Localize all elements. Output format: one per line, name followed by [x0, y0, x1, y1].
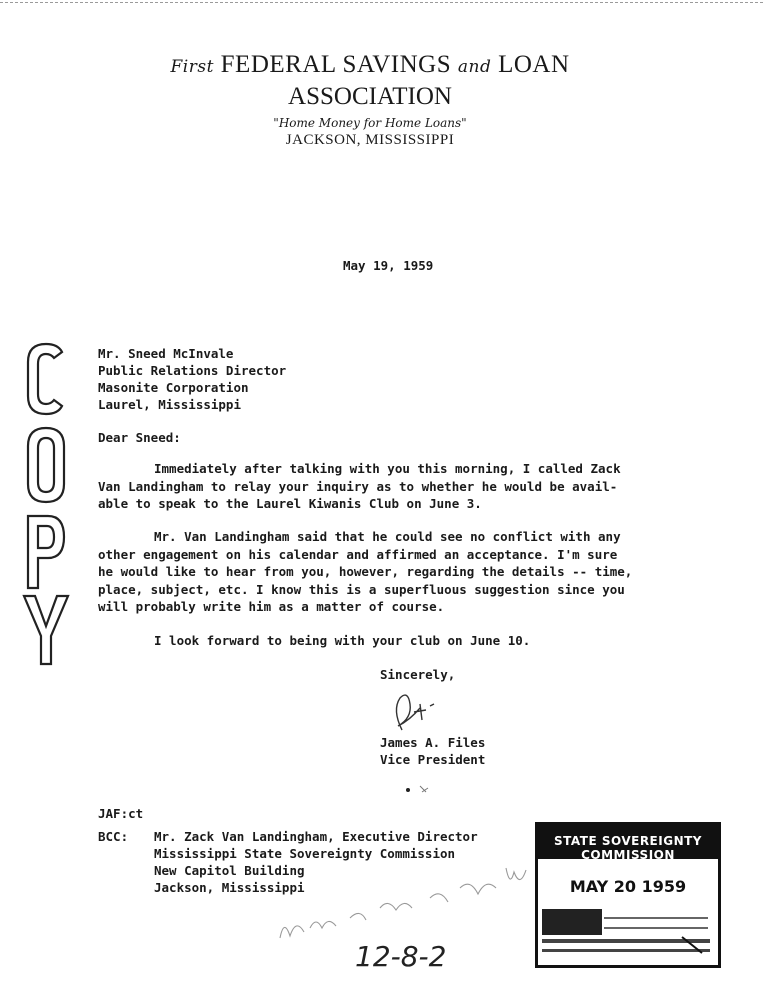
paragraph-2	[98, 528, 632, 616]
recipient-line: Public Relations Director	[98, 363, 287, 378]
letterhead-name-end: LOAN	[498, 51, 570, 78]
bcc-line: Mississippi State Sovereignty Commission	[154, 846, 456, 861]
paragraph-line: able to speak to the Laurel Kiwanis Club on June 3.	[98, 496, 482, 511]
bcc-line: Mr. Zack Van Landingham, Executive Director	[154, 829, 478, 844]
paragraph-line: other engagement on his calendar and affirmed an acceptance. I'm sure	[98, 546, 618, 562]
copy-stamp	[18, 340, 74, 668]
top-dashed-rule	[0, 2, 763, 3]
paragraph-line: Mr. Van Landingham said that he could see no conflict with any	[154, 529, 621, 544]
handwritten-annotation	[270, 858, 550, 948]
bcc-line: Jackson, Mississippi	[154, 880, 305, 895]
received-stamp-date: MAY 20 1959	[569, 877, 687, 896]
closing: Sincerely,	[380, 667, 456, 682]
typist-initials: JAF:ct	[98, 806, 144, 821]
letter-date: May 19, 1959	[343, 258, 434, 273]
received-stamp-header: STATE SOVEREIGNTY COMMISSION	[554, 834, 702, 862]
letterhead-motto: "Home Money for Home Loans"	[273, 116, 467, 130]
recipient-line: Masonite Corporation	[98, 380, 249, 395]
recipient-line: Mr. Sneed McInvale	[98, 346, 234, 361]
letterhead-and: and	[457, 57, 492, 77]
filing-number: 12-8-2	[355, 940, 447, 973]
salutation: Dear Sneed:	[98, 430, 181, 445]
letterhead-city: JACKSON, MISSISSIPPI	[285, 132, 455, 148]
paragraph-line: he would like to hear from you, however, regarding the details -- time,	[98, 564, 633, 579]
paragraph-line: Van Landingham to relay your inquiry as to whether he would be avail-	[98, 478, 618, 494]
received-stamp-smudge	[542, 909, 710, 957]
handwritten-signature	[380, 690, 460, 738]
recipient-address	[98, 345, 286, 413]
letterhead-association: ASSOCIATION	[288, 83, 452, 110]
letterhead-name-main: FEDERAL SAVINGS	[220, 51, 452, 78]
letterhead	[160, 50, 580, 149]
letterhead-prefix: First	[170, 57, 214, 77]
paragraph-line: I look forward to being with your club on June 10.	[154, 633, 531, 648]
paragraph-line: Immediately after talking with you this morning, I called Zack	[154, 461, 621, 476]
received-stamp	[535, 822, 721, 968]
signer-name: James A. Files	[380, 735, 486, 750]
ink-marks	[404, 782, 434, 796]
signer-title: Vice President	[380, 752, 486, 767]
signature-block	[380, 734, 485, 768]
bcc-line: New Capitol Building	[154, 863, 305, 878]
paragraph-line: will probably write him as a matter of course.	[98, 599, 445, 614]
paragraph-line: place, subject, etc. I know this is a superfluous suggestion since you	[98, 581, 625, 597]
paragraph-1	[98, 460, 621, 513]
paragraph-3	[98, 632, 530, 650]
recipient-line: Laurel, Mississippi	[98, 397, 241, 412]
bcc-label: BCC:	[98, 829, 129, 844]
letterhead-line1	[160, 50, 580, 82]
